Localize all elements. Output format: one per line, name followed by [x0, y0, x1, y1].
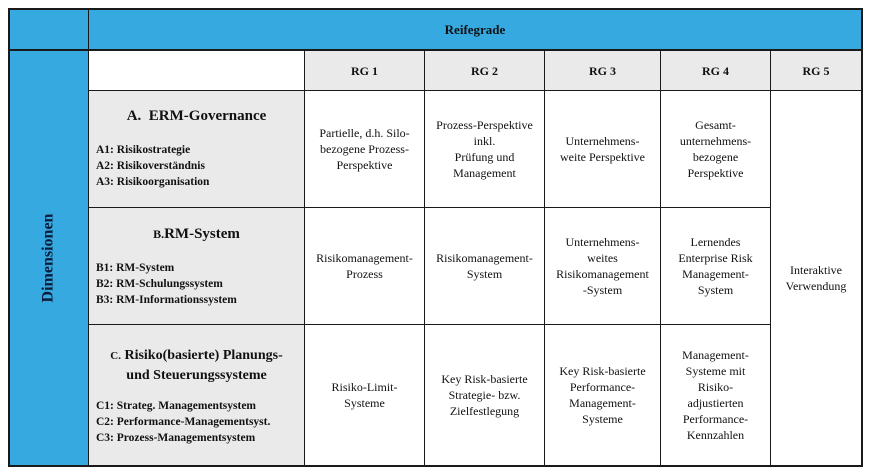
cell-line: Risikomanagement- [436, 251, 533, 265]
dimension-item: A2: Risikoverständnis [96, 160, 205, 172]
level-header-rg4: RG 4 [702, 63, 729, 78]
dimension-item: B2: RM-Schulungssystem [96, 278, 223, 290]
cell-line: weite Perspektive [560, 150, 645, 164]
cell-line: Risiko-Limit- [331, 380, 398, 394]
cell-line: Verwendung [785, 279, 847, 293]
cell-line: Prüfung und [454, 150, 515, 164]
dimension-item: C3: Prozess-Managementsystem [96, 432, 256, 444]
cell-line: Prozess [346, 267, 383, 281]
dimension-header-blank [88, 50, 304, 90]
cell-a-rg1 [305, 91, 424, 207]
cell-c-rg2 [425, 325, 544, 465]
cell-line: Management- [569, 396, 636, 410]
cell-text [436, 250, 533, 282]
level-header-rg1: RG 1 [351, 63, 378, 78]
cell-line: Gesamt- [695, 118, 736, 132]
cell-line: Enterprise Risk [678, 251, 753, 265]
cell-a-rg4 [661, 91, 770, 207]
cell-line: Risiko- [697, 380, 734, 394]
cell-text [786, 262, 847, 294]
level-header-rg5: RG 5 [802, 63, 830, 78]
cell-a-rg3 [545, 91, 660, 207]
cell-text [441, 371, 527, 419]
cell-text [680, 117, 751, 181]
cell-line: Systeme [582, 412, 623, 426]
cell-line: adjustierten [687, 396, 744, 410]
cell-line: Performance- [682, 412, 749, 426]
cell-text [316, 250, 413, 282]
cell-line: System [697, 283, 734, 297]
dimension-c-title: C. Risiko(basierte) Planungs- und Steuerungssysteme [110, 348, 283, 383]
dimension-item: C1: Strateg. Managementsystem [96, 400, 257, 412]
cell-text [332, 379, 398, 411]
cell-line: Unternehmens- [565, 134, 640, 148]
dimension-a-items [96, 142, 209, 190]
cell-line: Perspektive [336, 158, 393, 172]
dimension-b-items [96, 260, 237, 308]
cell-line: Unternehmens- [565, 235, 640, 249]
cell-b-rg2 [425, 208, 544, 324]
dimension-item: B3: RM-Informationssystem [96, 294, 237, 306]
cell-line: inkl. [473, 134, 496, 148]
cell-line: Prozess-Perspektive [436, 118, 533, 132]
cell-line: Risikomanagement- [316, 251, 413, 265]
cell-line: System [466, 267, 503, 281]
level-header-rg2: RG 2 [471, 63, 498, 78]
dimension-c-items [96, 398, 270, 446]
cell-rg5-merged [771, 91, 861, 465]
cell-line: Perspektive [687, 166, 744, 180]
cell-text [556, 234, 649, 298]
cell-line: -System [582, 283, 623, 297]
dimension-a-title: A. ERM-Governance [126, 108, 267, 124]
level-header-rg3: RG 3 [589, 63, 616, 78]
cell-c-rg1 [305, 325, 424, 465]
cell-line: Performance- [569, 380, 636, 394]
cell-line: Interaktive [790, 263, 842, 277]
cell-text [682, 347, 749, 443]
cell-line: Key Risk-basierte [441, 372, 528, 386]
cell-line: Risikomanagement [556, 267, 649, 281]
cell-b-rg4 [661, 208, 770, 324]
cell-text [678, 234, 752, 298]
cell-line: Systeme mit [685, 364, 746, 378]
dimension-item: A1: Risikostrategie [96, 144, 191, 156]
cell-line: Partielle, d.h. Silo- [319, 126, 410, 140]
cell-text [559, 363, 645, 427]
dimension-item: A3: Risikoorganisation [96, 176, 210, 188]
cell-line: bezogene Prozess- [320, 142, 409, 156]
dimensionen-label: Dimensionen [39, 213, 57, 303]
cell-a-rg2 [425, 91, 544, 207]
cell-text [560, 133, 645, 165]
cell-line: Zielfestlegung [449, 404, 520, 418]
cell-line: Management- [682, 267, 749, 281]
cell-text [319, 125, 409, 173]
dimension-b-title: B.RM-System [153, 226, 240, 242]
cell-b-rg1 [305, 208, 424, 324]
cell-line: Lernendes [690, 235, 741, 249]
cell-line: Management- [682, 348, 749, 362]
dimension-item: C2: Performance-Managementsyst. [96, 416, 271, 428]
cell-line: Strategie- bzw. [448, 388, 521, 402]
cell-line: bezogene [692, 150, 739, 164]
cell-c-rg3 [545, 325, 660, 465]
reifegrade-header: Reifegrade [444, 21, 506, 37]
cell-line: Kennzahlen [686, 428, 745, 442]
cell-line: Management [453, 166, 516, 180]
cell-line: weites [587, 251, 618, 265]
cell-b-rg3 [545, 208, 660, 324]
cell-text [436, 117, 533, 181]
cell-line: Systeme [344, 396, 385, 410]
cell-line: unternehmens- [679, 134, 752, 148]
cell-c-rg4 [661, 325, 770, 465]
dimension-item: B1: RM-System [96, 262, 175, 274]
cell-line: Key Risk-basierte [559, 364, 646, 378]
